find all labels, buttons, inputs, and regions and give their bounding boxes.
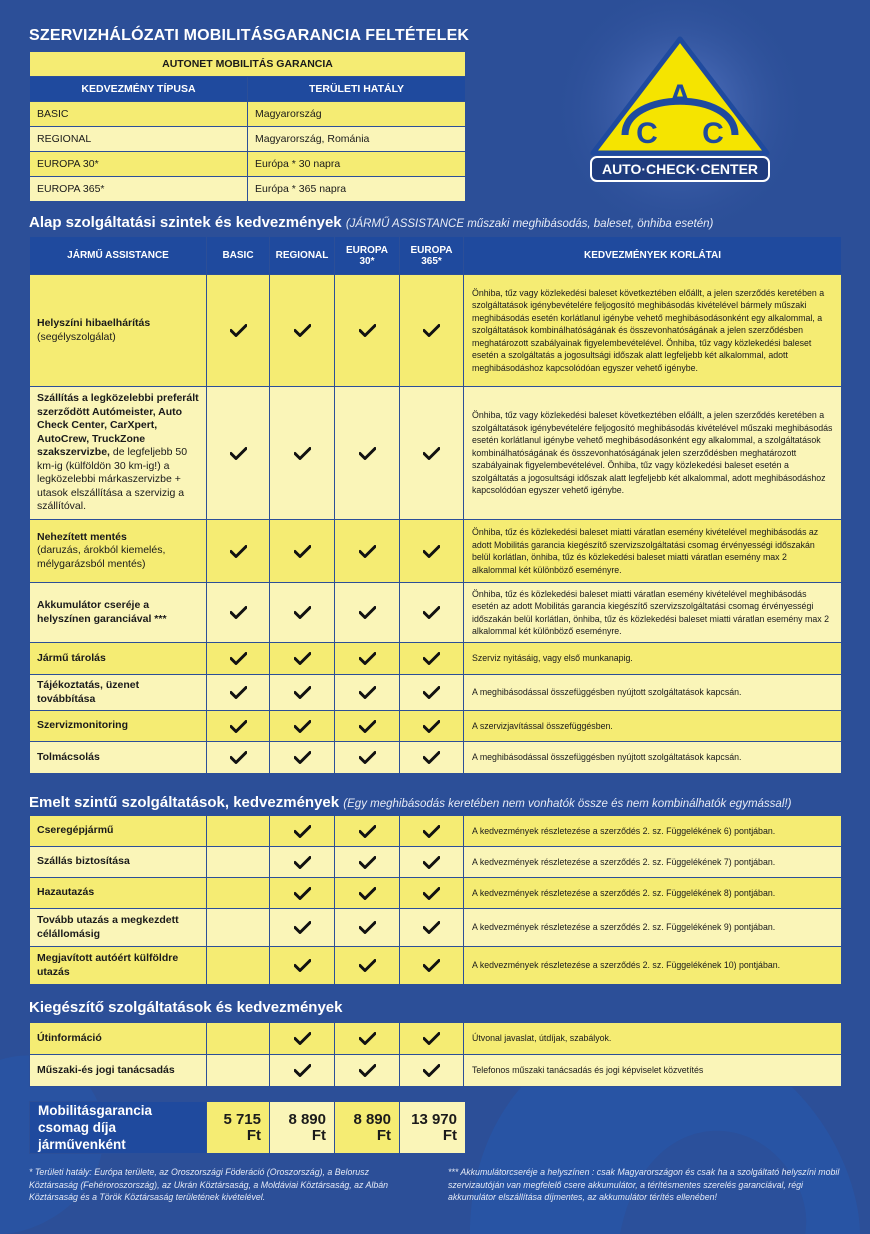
check-icon	[423, 751, 440, 764]
availability-cell	[207, 1055, 270, 1087]
service-row	[30, 1023, 842, 1055]
limit-text: A kedvezmények részletezése a szerződés 2. sz. Függelékének 8) pontjában.	[464, 878, 842, 909]
check-icon	[294, 921, 311, 934]
availability-cell	[400, 387, 464, 520]
check-icon	[359, 606, 376, 619]
check-icon	[359, 887, 376, 900]
garancia-scope: Európa * 30 napra	[248, 152, 466, 177]
availability-cell	[270, 742, 335, 774]
availability-cell	[207, 816, 270, 847]
service-name: Műszaki-és jogi tanácsadás	[30, 1055, 207, 1087]
availability-cell	[335, 520, 400, 583]
availability-cell	[207, 675, 270, 711]
service-row	[30, 878, 842, 909]
service-name: Tolmácsolás	[30, 742, 207, 774]
page-title: SZERVIZHÁLÓZATI MOBILITÁSGARANCIA FELTÉTELEK	[29, 27, 470, 44]
garancia-type: EUROPA 365*	[30, 177, 248, 202]
auto-check-center-logo	[585, 35, 775, 185]
logo-letter-c: C	[636, 117, 658, 150]
availability-cell	[335, 878, 400, 909]
check-icon	[294, 686, 311, 699]
service-name: Hazautazás	[30, 878, 207, 909]
availability-cell	[335, 387, 400, 520]
service-row	[30, 520, 842, 583]
check-icon	[359, 447, 376, 460]
logo-text: AUTO·CHECK·CENTER	[601, 161, 759, 177]
check-icon	[230, 324, 247, 337]
availability-cell	[400, 947, 464, 985]
header-basic: BASIC	[207, 237, 270, 275]
availability-cell	[400, 675, 464, 711]
service-row	[30, 947, 842, 985]
check-icon	[230, 606, 247, 619]
check-icon	[359, 686, 376, 699]
check-icon	[230, 652, 247, 665]
service-name: Nehezített mentés (daruzás, árokból kiemelés, mélygarázsból mentés)	[30, 520, 207, 583]
garancia-type: REGIONAL	[30, 127, 248, 152]
availability-cell	[270, 675, 335, 711]
check-icon	[294, 856, 311, 869]
availability-cell	[270, 583, 335, 643]
price-europa-30: 8 890 Ft	[335, 1102, 400, 1154]
check-icon	[294, 545, 311, 558]
availability-cell	[400, 643, 464, 675]
availability-cell	[270, 643, 335, 675]
service-row	[30, 909, 842, 947]
check-icon	[423, 686, 440, 699]
check-icon	[423, 887, 440, 900]
availability-cell	[335, 643, 400, 675]
footnote-left: * Területi hatály: Európa területe, az Oroszországi Föderáció (Oroszország), a Belorusz Köztársaság (Fehéroroszország), az Ukrán Köztársaság, a Moldáviai Köztársaság, az Albán Köztársaság és a Török Köztársaság területének kivételével.	[29, 1167, 389, 1202]
price-europa-365: 13 970 Ft	[400, 1102, 466, 1154]
check-icon	[294, 652, 311, 665]
section1-title-text: Alap szolgáltatási szintek és kedvezmények	[29, 214, 342, 231]
availability-cell	[207, 947, 270, 985]
section2-title	[29, 794, 791, 811]
check-icon	[423, 856, 440, 869]
check-icon	[294, 1032, 311, 1045]
limit-text: A meghibásodással összefüggésben nyújtott szolgáltatások kapcsán.	[464, 742, 842, 774]
availability-cell	[270, 947, 335, 985]
availability-cell	[207, 847, 270, 878]
service-row	[30, 1055, 842, 1087]
check-icon	[230, 751, 247, 764]
check-icon	[423, 652, 440, 665]
garancia-scope: Magyarország, Románia	[248, 127, 466, 152]
check-icon	[230, 545, 247, 558]
availability-cell	[400, 742, 464, 774]
check-icon	[230, 720, 247, 733]
service-row	[30, 643, 842, 675]
check-icon	[423, 324, 440, 337]
limit-text: A kedvezmények részletezése a szerződés 2. sz. Függelékének 6) pontjában.	[464, 816, 842, 847]
garancia-scope: Magyarország	[248, 102, 466, 127]
availability-cell	[400, 1023, 464, 1055]
service-name: Szállítás a legközelebbi preferált szerződött Autómeister, Auto Check Center, CarXpert, AutoCrew, TruckZone szakszervizbe, de legfeljebb 50 km-ig (külföldön 30 km-ig!) a legközelebbi márkaszervizbe + utasok elszállítása a szervizig a szállítóval.	[30, 387, 207, 520]
service-name: Szervizmonitoring	[30, 711, 207, 742]
limit-text: A meghibásodással összefüggésben nyújtott szolgáltatások kapcsán.	[464, 675, 842, 711]
availability-cell	[335, 742, 400, 774]
limit-text: Önhiba, tűz vagy közlekedési baleset következtében előállt, a jelen szerződés keretében a szolgáltatások igénybevételére feljogosító meghibásodás kivételével műszaki meghibásodás esetén korlátlanul igénybe vehető meghibásodásonként egy alkalommal, a szolgáltatások kombinálhatóságának és összevonhatóságának jelen szerződésben meghatározott szabályainak figyelembevételével. Önhiba, tűz vagy közlekedési baleset esetén a szolgáltatás a jogosultsági időszak alatt legfeljebb két alkalommal, adott meghibásodáshoz kapcsolódóan egyszer vehető igénybe.	[464, 387, 842, 520]
availability-cell	[335, 816, 400, 847]
header-kedvezmenyek-korlatai: KEDVEZMÉNYEK KORLÁTAI	[464, 237, 842, 275]
availability-cell	[270, 275, 335, 387]
limit-text: A szervizjavítással összefüggésben.	[464, 711, 842, 742]
garancia-row	[30, 102, 466, 127]
check-icon	[359, 720, 376, 733]
emelt-table	[29, 815, 842, 985]
check-icon	[294, 825, 311, 838]
assistance-header-row	[30, 237, 842, 275]
availability-cell	[335, 1023, 400, 1055]
garancia-type: EUROPA 30*	[30, 152, 248, 177]
garancia-row	[30, 127, 466, 152]
check-icon	[359, 1032, 376, 1045]
header-jarmu-assistance: JÁRMŰ ASSISTANCE	[30, 237, 207, 275]
price-regional: 8 890 Ft	[270, 1102, 335, 1154]
section1-note: (JÁRMŰ ASSISTANCE műszaki meghibásodás, baleset, önhiba esetén)	[345, 218, 714, 230]
price-basic: 5 715 Ft	[207, 1102, 270, 1154]
availability-cell	[335, 675, 400, 711]
availability-cell	[400, 816, 464, 847]
check-icon	[294, 324, 311, 337]
service-row	[30, 711, 842, 742]
service-row	[30, 816, 842, 847]
check-icon	[423, 1032, 440, 1045]
service-name: Helyszíni hibaelhárítás (segélyszolgálat)	[30, 275, 207, 387]
check-icon	[423, 606, 440, 619]
check-icon	[294, 887, 311, 900]
section1-title	[29, 214, 713, 231]
availability-cell	[207, 1023, 270, 1055]
availability-cell	[270, 878, 335, 909]
service-row	[30, 387, 842, 520]
availability-cell	[400, 711, 464, 742]
service-row	[30, 847, 842, 878]
check-icon	[423, 447, 440, 460]
service-name: Cseregépjármű	[30, 816, 207, 847]
header-kedvezmeny-tipusa: KEDVEZMÉNY TÍPUSA	[30, 77, 248, 102]
availability-cell	[400, 878, 464, 909]
limit-text: A kedvezmények részletezése a szerződés 2. sz. Függelékének 10) pontjában.	[464, 947, 842, 985]
garancia-type: BASIC	[30, 102, 248, 127]
availability-cell	[400, 847, 464, 878]
check-icon	[294, 606, 311, 619]
availability-cell	[207, 909, 270, 947]
check-icon	[294, 959, 311, 972]
check-icon	[423, 1064, 440, 1077]
availability-cell	[335, 275, 400, 387]
availability-cell	[207, 742, 270, 774]
service-row	[30, 583, 842, 643]
check-icon	[294, 447, 311, 460]
availability-cell	[270, 1055, 335, 1087]
limit-text: A kedvezmények részletezése a szerződés 2. sz. Függelékének 7) pontjában.	[464, 847, 842, 878]
availability-cell	[270, 909, 335, 947]
availability-cell	[335, 583, 400, 643]
limit-text: Útvonal javaslat, útdíjak, szabályok.	[464, 1023, 842, 1055]
availability-cell	[207, 275, 270, 387]
service-name: Megjavított autóért külföldre utazás	[30, 947, 207, 985]
availability-cell	[335, 947, 400, 985]
check-icon	[359, 324, 376, 337]
availability-cell	[207, 583, 270, 643]
footnote-right: *** Akkumulátorcseréje a helyszínen : csak Magyarországon és csak ha a szolgáltató helyszíni mobil szervizautóján van megfelelő csere akkumulátor, a térítésmentes szerelés garanciával, régi akkumulátor elszállítása díjmentes, az akkumulátor térítés ellenében!	[448, 1167, 840, 1202]
limit-text: A kedvezmények részletezése a szerződés 2. sz. Függelékének 9) pontjában.	[464, 909, 842, 947]
check-icon	[423, 959, 440, 972]
check-icon	[294, 751, 311, 764]
availability-cell	[207, 643, 270, 675]
section2-note: (Egy meghibásodás keretében nem vonhatók össze és nem kombinálhatók egymással!)	[343, 798, 792, 810]
garancia-scope: Európa * 365 napra	[248, 177, 466, 202]
availability-cell	[270, 711, 335, 742]
availability-cell	[335, 847, 400, 878]
header-teruleti-hataly: TERÜLETI HATÁLY	[248, 77, 466, 102]
assistance-table	[29, 236, 842, 774]
availability-cell	[270, 387, 335, 520]
header-europa-30: EUROPA 30*	[335, 237, 400, 275]
check-icon	[359, 652, 376, 665]
logo-letter-c2: C	[702, 117, 724, 150]
check-icon	[359, 751, 376, 764]
check-icon	[359, 921, 376, 934]
check-icon	[359, 545, 376, 558]
availability-cell	[270, 1023, 335, 1055]
service-row	[30, 675, 842, 711]
check-icon	[423, 921, 440, 934]
service-name: Tovább utazás a megkezdett célállomásig	[30, 909, 207, 947]
service-name: Szállás biztosítása	[30, 847, 207, 878]
service-name: Jármű tárolás	[30, 643, 207, 675]
check-icon	[423, 825, 440, 838]
availability-cell	[335, 711, 400, 742]
availability-cell	[270, 816, 335, 847]
section2-title-text: Emelt szintű szolgáltatások, kedvezmények	[29, 794, 340, 811]
availability-cell	[207, 878, 270, 909]
limit-text: Önhiba, tűz vagy közlekedési baleset következtében előállt, a jelen szerződés keretében a szolgáltatások igénybevételére feljogosító meghibásodás kivételével bármely műszaki meghibásodás esetén korlátlanul igénybe vehető meghibásodásonként egy alkalommal, a szolgáltatások kombinálhatóságának és összevonhatóságának a jelen szerződésben meghatározott szabályainak figyelembevételével. Önhiba, tűz vagy közlekedési baleset esetén a szolgáltatás a jogosultsági időszak alatt legfeljebb két alkalommal, adott meghibásodáshoz kapcsolódóan egyszer vehető igénybe.	[464, 275, 842, 387]
price-table	[29, 1101, 466, 1154]
garancia-caption: AUTONET MOBILITÁS GARANCIA	[30, 52, 466, 77]
check-icon	[359, 825, 376, 838]
price-label: Mobilitásgarancia csomag díja járművenként	[30, 1102, 207, 1154]
check-icon	[294, 1064, 311, 1077]
check-icon	[230, 447, 247, 460]
availability-cell	[400, 909, 464, 947]
availability-cell	[400, 520, 464, 583]
availability-cell	[400, 275, 464, 387]
availability-cell	[270, 847, 335, 878]
limit-text: Szerviz nyitásáig, vagy első munkanapig.	[464, 643, 842, 675]
header-regional: REGIONAL	[270, 237, 335, 275]
header-europa-365: EUROPA 365*	[400, 237, 464, 275]
service-row	[30, 742, 842, 774]
check-icon	[359, 856, 376, 869]
check-icon	[359, 959, 376, 972]
kiegeszito-table	[29, 1022, 842, 1087]
availability-cell	[400, 583, 464, 643]
service-name: Akkumulátor cseréje a helyszínen garanciával ***	[30, 583, 207, 643]
garancia-table	[29, 51, 466, 202]
availability-cell	[207, 520, 270, 583]
check-icon	[423, 545, 440, 558]
check-icon	[294, 720, 311, 733]
availability-cell	[335, 1055, 400, 1087]
availability-cell	[207, 387, 270, 520]
service-row	[30, 275, 842, 387]
availability-cell	[207, 711, 270, 742]
logo-letter-a: A	[669, 79, 691, 112]
availability-cell	[400, 1055, 464, 1087]
garancia-row	[30, 177, 466, 202]
service-name: Tájékoztatás, üzenet továbbítása	[30, 675, 207, 711]
garancia-row	[30, 152, 466, 177]
limit-text: Telefonos műszaki tanácsadás és jogi képviselet közvetítés	[464, 1055, 842, 1087]
section3-title-text: Kiegészítő szolgáltatások és kedvezmények	[29, 999, 343, 1016]
availability-cell	[270, 520, 335, 583]
service-name: Útinformáció	[30, 1023, 207, 1055]
limit-text: Önhiba, tűz és közlekedési baleset miatti váratlan esemény kivételével meghibásodás az adott Mobilitás garancia kiegészítő szervizszolgáltatási csomag érvényességi időszakán belül korlátlan, önhiba, tűz és közlekedési baleset miatti váratlan esemény max 2 alkalommal két különböző eseményre.	[464, 520, 842, 583]
availability-cell	[335, 909, 400, 947]
check-icon	[359, 1064, 376, 1077]
check-icon	[423, 720, 440, 733]
section3-title	[29, 999, 342, 1016]
limit-text: Önhiba, tűz és közlekedési baleset miatti váratlan esemény kivételével meghibásodás esetén az adott Mobilitás garancia kiegészítő szervizszolgáltatási csomag érvényességi időszakán belül korlátlan, önhiba, tűz és közlekedési baleset miatti váratlan esemény max 2 alkalommal két különböző eseményre.	[464, 583, 842, 643]
check-icon	[230, 686, 247, 699]
